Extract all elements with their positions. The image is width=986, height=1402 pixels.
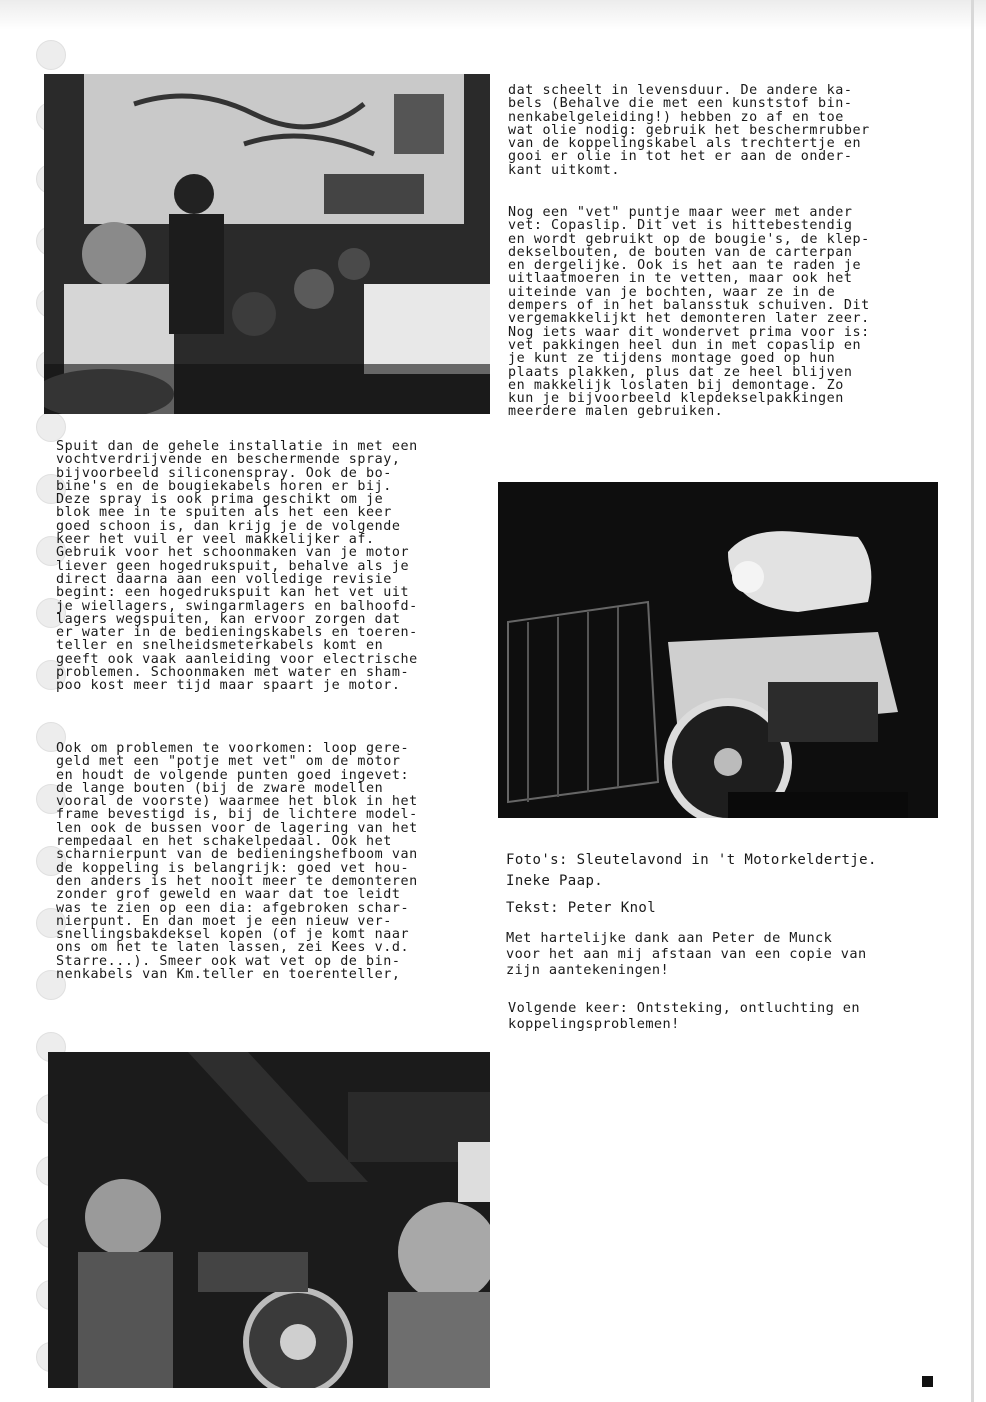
left-paragraph-1: Spuit dan de gehele installatie in met een vochtverdrijvende en beschermende spray, bijvoorbeeld siliconenspray. Ook de bo- bine's en de bougiekabels horen er bij. Deze spray is ook prima geschikt om je blok mee in te spuiten als het een keer goed schoon is, dan krijg je de volgende keer het vuil er veel makkelijker af. Gebruik voor het schoonmaken van je motor liever geen hogedrukspuit, behalve als je direct daarna aan een volledige revisie begint: een hogedrukspuit kan het vet uit je wiellagers, swingarmlagers en balhoofd- lagers wegspuiten, kan ervoor zorgen dat er water in de bedieningskabels en toeren- teller en snelheidsmeterkabels komt en geeft ook vaak aanleiding voor electrische problemen. Schoonmaken met water en sham- poo kost meer tijd maar spaart je motor. [56, 439, 418, 694]
next-time-note: Volgende keer: Ontsteking, ontluchting en koppelingsproblemen! [508, 1000, 860, 1032]
end-of-article-mark [922, 1376, 933, 1387]
thanks-note: Met hartelijke dank aan Peter de Munck voor het aan mij afstaan van een copie van zijn aantekeningen! [506, 930, 867, 978]
text-credit: Tekst: Peter Knol [506, 900, 657, 916]
photo-workshop-audience [44, 74, 490, 414]
right-paragraph-1: dat scheelt in levensduur. De andere ka- bels (Behalve die met een kunststof bin- nenkabelgeleiding!) hebben zo af en toe wat olie nodig: gebruik het beschermrubber van de koppelingskabel als trechtertje en gooi er olie in tot het er aan de onder- kant uitkomt. [508, 83, 870, 178]
binder-hole [36, 40, 66, 70]
photo-credits: Foto's: Sleutelavond in 't Motorkeldertje. Ineke Paap. [506, 852, 877, 889]
right-paragraph-2: Nog een "vet" puntje maar weer met ander vet: Copaslip. Dit vet is hittebestendig en wordt gebruikt op de bougie's, de klep- dekselbouten, de bouten van de carterpan en dergelijke. Ook is het aan te raden je uitlaatmoeren in te vetten, maar ook het uiteinde van je bochten, waar ze in de dempers of in het balansstuk schuiven. Dit vergemakkelijkt het demonteren later zeer. Nog iets waar dit wondervet prima voor is: vet pakkingen heel dun in met copaslip en je kunt ze tijdens montage goed op hun plaats plakken, plus dat ze heel blijven en makkelijk loslaten bij demontage. Zo kun je bijvoorbeeld klepdekselpakkingen meerdere malen gebruiken. [508, 205, 870, 420]
left-paragraph-2: Ook om problemen te voorkomen: loop gere- geld met een "potje met vet" om de motor en houdt de volgende punten goed ingevet: de lange bouten (bij de zware modellen vooral de voorste) waarmee het blok in het frame bevestigd is, bij de lichtere model- len ook de bussen voor de lagering van het rempedaal en het schakelpedaal. Ook het scharnierpunt van de bedieningshefboom van de koppeling is belangrijk: goed vet hou- den anders is het nooit meer te demonteren zonder grof geweld en waar dat toe leidt was te zien op een dia: afgebroken schar- nierpunt. En dan moet je een nieuw ver- snellingsbakdeksel kopen (of je komt naar ons om het te laten lassen, zei Kees v.d. Starre...). Smeer ook wat vet op de bin- nenkabels van Km.teller en toerenteller, [56, 741, 418, 983]
photo-motorcycle-audience [48, 1052, 490, 1388]
photo-motorcycle-fairing [498, 482, 938, 818]
binder-hole [36, 412, 66, 442]
